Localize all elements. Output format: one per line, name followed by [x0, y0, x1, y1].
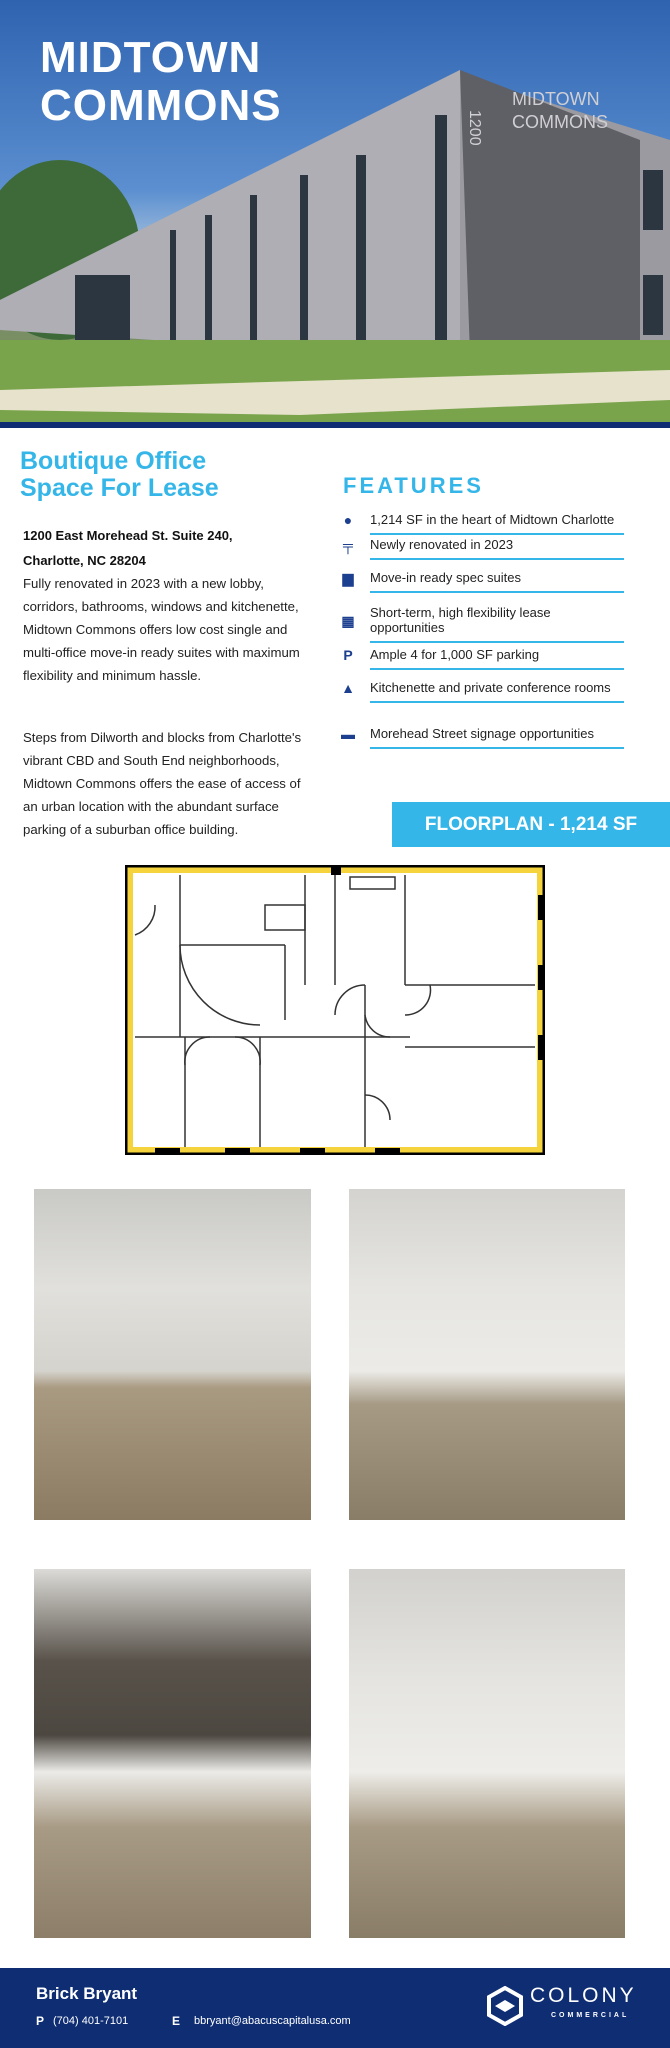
heading-line: Boutique Office	[20, 447, 207, 475]
features-heading: FEATURES	[343, 473, 484, 498]
building-sign: MIDTOWN	[512, 89, 600, 109]
map-pin-icon: ●	[343, 512, 353, 528]
feature-underline	[370, 591, 624, 593]
feature-text: Short-term, high flexibility lease opportunities	[370, 605, 551, 635]
address-line: Charlotte, NC 28204	[23, 553, 146, 568]
address-line: 1200 East Morehead St. Suite 240,	[23, 528, 233, 543]
feature-text: Newly renovated in 2023	[370, 537, 514, 552]
hero-image	[0, 0, 670, 422]
feature-underline	[370, 558, 624, 560]
building-sign: COMMONS	[512, 112, 608, 132]
feature-text: 1,214 SF in the heart of Midtown Charlotte	[370, 512, 615, 527]
interior-photo-kitchenette	[34, 1569, 311, 1938]
page-title	[40, 34, 282, 130]
phone-label: P	[36, 2014, 45, 2028]
feature-underline	[370, 747, 624, 749]
description-paragraph: Fully renovated in 2023 with a new lobby, corridors, bathrooms, windows and kitchenette, Midtown Commons offers low cost single and multi-office move-in ready suites with maximum flexibility and minimum hassle.	[23, 576, 300, 683]
floorplan-drawing	[125, 865, 545, 1155]
feature-underline	[370, 701, 624, 703]
agent-name: Brick Bryant	[36, 1984, 138, 2003]
conference-icon: ▲	[341, 680, 355, 696]
interior-photo-hallway	[34, 1189, 311, 1520]
calendar-icon: ▦	[341, 613, 355, 629]
title-line: MIDTOWN	[40, 33, 262, 82]
logo-name: COLONY	[530, 1984, 637, 2007]
address	[23, 523, 233, 573]
parking-icon: P	[343, 647, 353, 663]
feature-underline	[370, 533, 624, 535]
interior-photo-room	[349, 1569, 625, 1938]
truck-icon: ▆	[342, 570, 354, 586]
feature-text: Kitchenette and private conference rooms	[370, 680, 611, 695]
feature-text: Move-in ready spec suites	[370, 570, 522, 585]
interior-photo-office	[349, 1189, 625, 1520]
email-link[interactable]: bbryant@abacuscapitalusa.com	[194, 2015, 351, 2027]
phone-link[interactable]: (704) 401-7101	[53, 2015, 129, 2027]
feature-underline	[370, 668, 624, 670]
description-paragraph: Steps from Dilworth and blocks from Charlotte's vibrant CBD and South End neighborhoods, Midtown Commons offers the ease of access of an urban location with the abundant surface parking of a suburban office building.	[23, 730, 302, 837]
feature-text: Ample 4 for 1,000 SF parking	[370, 647, 540, 662]
building-number: 1200	[466, 110, 483, 146]
contact-footer	[0, 1968, 670, 2048]
section-heading	[20, 448, 219, 502]
divider	[0, 422, 670, 428]
paint-roller-icon: ╤	[343, 537, 353, 553]
feature-underline	[370, 641, 624, 643]
title-line: COMMONS	[40, 81, 282, 130]
heading-line: Space For Lease	[20, 474, 219, 502]
signage-icon: ▬	[341, 726, 355, 742]
colony-logo-icon	[487, 1986, 523, 2026]
floorplan-banner: FLOORPLAN - 1,214 SF	[392, 802, 670, 847]
feature-text: Morehead Street signage opportunities	[370, 726, 595, 741]
logo-subtitle: COMMERCIAL	[551, 2012, 630, 2019]
email-label: E	[172, 2014, 181, 2028]
